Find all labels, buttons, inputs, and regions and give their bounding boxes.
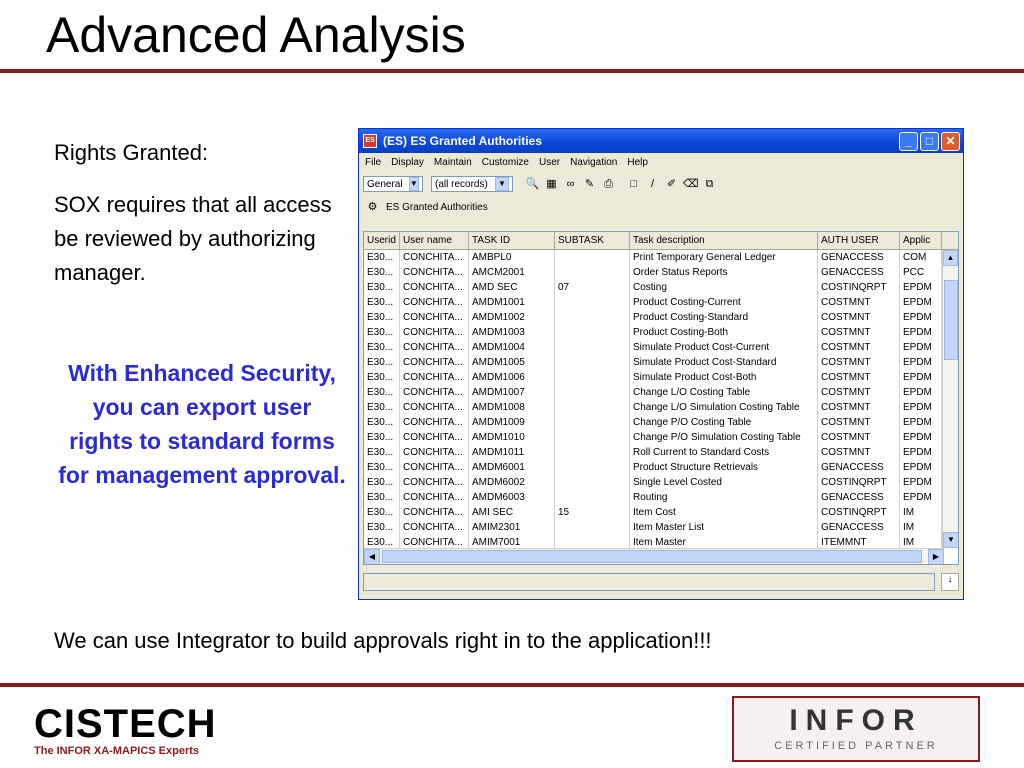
table-row[interactable] [364, 505, 958, 520]
table-cell: COSTMNT [818, 370, 900, 385]
authorities-grid [363, 231, 959, 565]
edit-icon[interactable]: / [650, 177, 655, 190]
maximize-icon[interactable]: □ [920, 132, 939, 151]
sox-text: SOX requires that all access be reviewed by authorizing manager. [54, 192, 332, 285]
table-cell: CONCHITA... [400, 355, 469, 370]
table-cell: EPDM [900, 400, 942, 415]
table-cell: E30... [364, 475, 400, 490]
table-cell: CONCHITA... [400, 340, 469, 355]
table-row[interactable] [364, 475, 958, 490]
table-row[interactable] [364, 400, 958, 415]
table-cell: AMCM2001 [469, 265, 555, 280]
table-cell: Change P/O Simulation Costing Table [630, 430, 818, 445]
table-cell [555, 385, 630, 400]
table-cell: COSTMNT [818, 445, 900, 460]
table-cell: Roll Current to Standard Costs [630, 445, 818, 460]
delete-icon[interactable]: ⌫ [683, 177, 699, 190]
table-cell: CONCHITA... [400, 265, 469, 280]
table-cell: E30... [364, 460, 400, 475]
table-cell: AMDM6002 [469, 475, 555, 490]
table-cell: IM [900, 520, 942, 535]
scroll-left-icon[interactable]: ◀ [364, 549, 380, 565]
table-cell [555, 430, 630, 445]
table-cell: GENACCESS [818, 460, 900, 475]
table-cell: Product Costing-Both [630, 325, 818, 340]
table-cell: E30... [364, 490, 400, 505]
table-row[interactable] [364, 520, 958, 535]
table-cell: Product Structure Retrievals [630, 460, 818, 475]
table-row[interactable] [364, 265, 958, 280]
table-cell: Change P/O Costing Table [630, 415, 818, 430]
table-cell: Simulate Product Cost-Both [630, 370, 818, 385]
table-cell: E30... [364, 505, 400, 520]
table-cell [555, 400, 630, 415]
column-header-task-id[interactable]: TASK ID [469, 232, 555, 249]
table-row[interactable] [364, 340, 958, 355]
column-header-subtask[interactable]: SUBTASK [555, 232, 630, 249]
comment-icon[interactable]: ✎ [584, 177, 595, 190]
copy-icon[interactable]: ⧉ [705, 177, 714, 190]
table-cell: COSTMNT [818, 310, 900, 325]
horizontal-scrollbar[interactable] [364, 548, 944, 564]
table-cell: EPDM [900, 340, 942, 355]
table-cell: Item Master List [630, 520, 818, 535]
table-row[interactable] [364, 355, 958, 370]
column-header-task-description[interactable]: Task description [630, 232, 818, 249]
table-cell: AMDM1008 [469, 400, 555, 415]
table-cell [555, 415, 630, 430]
table-cell: EPDM [900, 445, 942, 460]
rights-label: Rights Granted: [54, 140, 209, 165]
table-cell: CONCHITA... [400, 400, 469, 415]
table-cell: CONCHITA... [400, 325, 469, 340]
table-cell: E30... [364, 295, 400, 310]
menu-item-display[interactable]: Display [391, 157, 424, 168]
toolbar [359, 172, 963, 196]
table-cell: Item Master [630, 535, 818, 550]
table-cell: EPDM [900, 415, 942, 430]
table-cell: GENACCESS [818, 490, 900, 505]
table-cell [555, 370, 630, 385]
table-cell: Simulate Product Cost-Current [630, 340, 818, 355]
window-title: (ES) ES Granted Authorities [383, 134, 542, 148]
table-cell: CONCHITA... [400, 385, 469, 400]
table-cell: Order Status Reports [630, 265, 818, 280]
menu-item-file[interactable]: File [365, 157, 382, 168]
table-cell: COSTMNT [818, 295, 900, 310]
table-row[interactable] [364, 295, 958, 310]
table-cell: COSTINQRPT [818, 280, 900, 295]
table-cell: CONCHITA... [400, 295, 469, 310]
chevron-down-icon: ▼ [495, 177, 509, 191]
table-cell: ITEMMNT [818, 535, 900, 550]
table-cell: AMIM2301 [469, 520, 555, 535]
table-cell: EPDM [900, 385, 942, 400]
table-cell: E30... [364, 445, 400, 460]
table-cell [555, 490, 630, 505]
scroll-thumb[interactable] [944, 280, 958, 360]
app-icon: ES [363, 134, 377, 148]
table-cell: 07 [555, 280, 630, 295]
table-cell: Single Level Costed [630, 475, 818, 490]
table-cell: COSTINQRPT [818, 505, 900, 520]
table-cell: PCC [900, 265, 942, 280]
table-cell: COSTMNT [818, 400, 900, 415]
highlight-text: With Enhanced Security, you can export user rights to standard forms for management approval. [58, 360, 346, 488]
table-cell: AMDM1011 [469, 445, 555, 460]
table-cell: CONCHITA... [400, 505, 469, 520]
rename-icon[interactable]: ✐ [666, 177, 677, 190]
table-cell: CONCHITA... [400, 415, 469, 430]
object-title: ES Granted Authorities [386, 201, 488, 213]
table-cell: COSTINQRPT [818, 475, 900, 490]
table-cell [555, 295, 630, 310]
cistech-logo: CISTECH The INFOR XA-MAPICS Experts [34, 702, 217, 757]
grid-header [364, 232, 958, 250]
table-cell: EPDM [900, 355, 942, 370]
table-cell: COSTMNT [818, 385, 900, 400]
table-cell: COSTMNT [818, 355, 900, 370]
table-row[interactable] [364, 415, 958, 430]
table-cell [555, 445, 630, 460]
table-cell: GENACCESS [818, 265, 900, 280]
table-cell: E30... [364, 535, 400, 550]
table-cell: COM [900, 250, 942, 265]
menu-item-navigation[interactable]: Navigation [570, 157, 618, 168]
scroll-right-icon[interactable]: ▶ [928, 549, 944, 565]
close-icon[interactable]: ✕ [941, 132, 960, 151]
table-cell: E30... [364, 310, 400, 325]
es-window [358, 128, 964, 600]
infor-logo: INFOR CERTIFIED PARTNER [732, 696, 980, 762]
table-cell: Simulate Product Cost-Standard [630, 355, 818, 370]
table-cell: AMIM7001 [469, 535, 555, 550]
menu-item-help[interactable]: Help [627, 157, 648, 168]
table-row[interactable] [364, 310, 958, 325]
table-cell: GENACCESS [818, 520, 900, 535]
table-cell: E30... [364, 250, 400, 265]
table-cell: E30... [364, 400, 400, 415]
table-cell: COSTMNT [818, 415, 900, 430]
table-cell: AMDM1007 [469, 385, 555, 400]
scroll-down-icon[interactable]: ▼ [943, 532, 959, 548]
table-cell: E30... [364, 415, 400, 430]
table-cell: E30... [364, 385, 400, 400]
table-cell: Product Costing-Current [630, 295, 818, 310]
minimize-icon[interactable]: _ [899, 132, 918, 151]
table-cell: CONCHITA... [400, 460, 469, 475]
grid-body [364, 250, 958, 550]
table-cell: CONCHITA... [400, 250, 469, 265]
table-cell: E30... [364, 265, 400, 280]
table-cell: EPDM [900, 325, 942, 340]
scroll-up-icon[interactable]: ▲ [943, 250, 958, 266]
scroll-thumb[interactable] [382, 550, 922, 563]
new-icon[interactable]: □ [630, 177, 637, 190]
table-cell: COSTMNT [818, 340, 900, 355]
menu-item-user[interactable]: User [538, 157, 561, 168]
table-cell: CONCHITA... [400, 475, 469, 490]
table-cell: E30... [364, 520, 400, 535]
table-cell: E30... [364, 355, 400, 370]
table-cell: AMDM1002 [469, 310, 555, 325]
table-row[interactable] [364, 445, 958, 460]
bottom-rule [0, 683, 1024, 687]
table-cell: CONCHITA... [400, 445, 469, 460]
column-header-user-name[interactable]: User name [400, 232, 469, 249]
table-cell: Change L/O Simulation Costing Table [630, 400, 818, 415]
table-cell: CONCHITA... [400, 310, 469, 325]
table-cell: AMDM6001 [469, 460, 555, 475]
menu-bar [359, 153, 963, 172]
table-cell: EPDM [900, 490, 942, 505]
table-cell: AMDM1005 [469, 355, 555, 370]
authorities-icon: ⚙ [367, 200, 378, 213]
table-cell: AMDM1006 [469, 370, 555, 385]
table-cell: AMDM1003 [469, 325, 555, 340]
table-row[interactable] [364, 250, 958, 265]
window-titlebar[interactable] [359, 129, 963, 153]
table-cell: CONCHITA... [400, 280, 469, 295]
table-cell: COSTMNT [818, 325, 900, 340]
table-cell [555, 340, 630, 355]
table-cell: AMDM1004 [469, 340, 555, 355]
table-cell: EPDM [900, 280, 942, 295]
status-icon[interactable]: ↓ [941, 573, 959, 591]
status-bar [363, 573, 935, 591]
table-cell: E30... [364, 430, 400, 445]
view-icon[interactable]: ∞ [566, 177, 575, 190]
table-cell: Routing [630, 490, 818, 505]
column-header-auth-user[interactable]: AUTH USER [818, 232, 900, 249]
table-cell: AMDM1009 [469, 415, 555, 430]
table-cell: EPDM [900, 430, 942, 445]
table-cell: EPDM [900, 460, 942, 475]
table-cell: AMDM1010 [469, 430, 555, 445]
table-cell [555, 460, 630, 475]
column-header-userid[interactable]: Userid [364, 232, 400, 249]
table-cell: EPDM [900, 475, 942, 490]
slide-title: Advanced Analysis [46, 7, 466, 63]
table-cell: COSTMNT [818, 430, 900, 445]
table-cell: Product Costing-Standard [630, 310, 818, 325]
object-header [359, 196, 963, 218]
table-cell: EPDM [900, 310, 942, 325]
table-cell: EPDM [900, 295, 942, 310]
table-row[interactable] [364, 370, 958, 385]
find-icon[interactable]: 🔍 [525, 177, 540, 190]
menu-item-customize[interactable]: Customize [481, 157, 529, 168]
table-row[interactable] [364, 430, 958, 445]
select-icon[interactable]: ▦ [546, 177, 557, 190]
table-cell: AMDM6003 [469, 490, 555, 505]
table-cell [555, 475, 630, 490]
view-select[interactable]: General ▼ [363, 176, 423, 192]
table-cell: Costing [630, 280, 818, 295]
table-cell [555, 265, 630, 280]
top-rule [0, 69, 1024, 73]
table-cell: CONCHITA... [400, 370, 469, 385]
table-cell: AMD SEC [469, 280, 555, 295]
table-cell: E30... [364, 340, 400, 355]
column-header-applic[interactable]: Applic [900, 232, 942, 249]
print-icon[interactable]: ⎙ [604, 177, 613, 190]
table-cell: AMDM1001 [469, 295, 555, 310]
table-cell: 15 [555, 505, 630, 520]
table-cell [555, 520, 630, 535]
vertical-scrollbar[interactable] [942, 250, 958, 548]
table-row[interactable] [364, 490, 958, 505]
table-cell: GENACCESS [818, 250, 900, 265]
table-cell [555, 250, 630, 265]
table-cell: IM [900, 505, 942, 520]
menu-item-maintain[interactable]: Maintain [433, 157, 472, 168]
table-cell: CONCHITA... [400, 535, 469, 550]
table-cell: IM [900, 535, 942, 550]
chevron-down-icon: ▼ [409, 177, 419, 191]
table-row[interactable] [364, 280, 958, 295]
table-row[interactable] [364, 385, 958, 400]
table-cell: AMI SEC [469, 505, 555, 520]
table-cell: E30... [364, 325, 400, 340]
table-cell: Item Cost [630, 505, 818, 520]
table-row[interactable] [364, 460, 958, 475]
table-cell [555, 310, 630, 325]
table-cell [555, 325, 630, 340]
table-cell: CONCHITA... [400, 490, 469, 505]
footer-text: We can use Integrator to build approvals right in to the application!!! [54, 628, 712, 653]
table-cell: EPDM [900, 370, 942, 385]
table-cell: CONCHITA... [400, 520, 469, 535]
table-cell: AMBPL0 [469, 250, 555, 265]
table-cell [555, 355, 630, 370]
table-cell: Print Temporary General Ledger [630, 250, 818, 265]
table-row[interactable] [364, 325, 958, 340]
table-cell: Change L/O Costing Table [630, 385, 818, 400]
table-cell: CONCHITA... [400, 430, 469, 445]
table-cell: E30... [364, 370, 400, 385]
table-cell: E30... [364, 280, 400, 295]
filter-select[interactable]: (all records) ▼ [431, 176, 513, 192]
